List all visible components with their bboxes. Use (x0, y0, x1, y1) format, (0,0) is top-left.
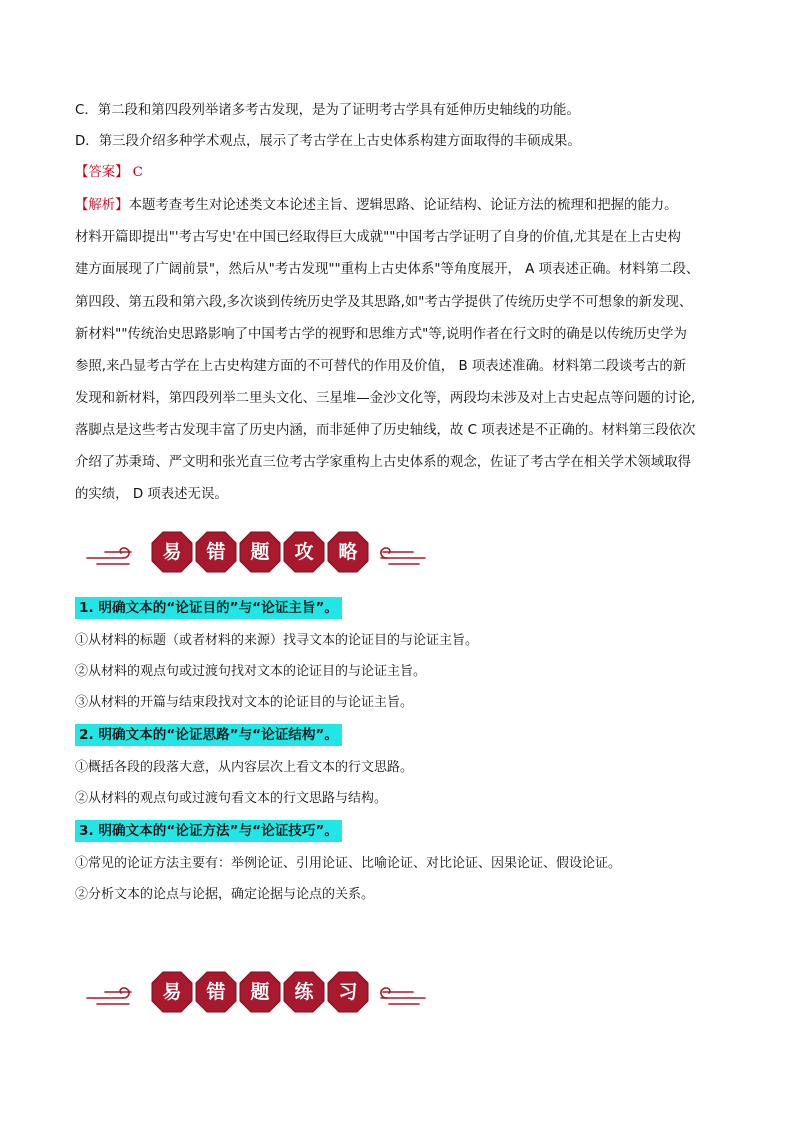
section-banner-mistake-strategy (85, 528, 430, 576)
analysis-line: 参照,来凸显考古学在上古史构建方面的不可替代的作用及价值， B 项表述准确。材料第二段谈考古的新 (75, 359, 687, 374)
answer-line (75, 163, 725, 183)
tip-heading: 1. 明确文本的“论证目的”与“论证主旨”。 (75, 597, 342, 619)
answer-value: C (132, 165, 143, 180)
tip-heading: 2. 明确文本的“论证思路”与“论证结构”。 (75, 724, 342, 746)
banner-char: 题 (250, 981, 270, 1003)
tip-item: ②分析文本的论点与论据，确定论据与论点的关系。 (75, 887, 375, 902)
analysis-intro: 本题考查考生对论述类文本论述主旨、逻辑思路、论证结构、论证方法的梳理和把握的能力。 (128, 198, 678, 213)
banner-tile (151, 971, 193, 1013)
banner-char: 攻 (294, 541, 314, 563)
banner-tile (195, 531, 237, 573)
analysis-line: 发现和新材料，第四段列举二里头文化、三星堆—金沙文化等，两段均未涉及对上古史起点等问题的讨论, (75, 391, 696, 406)
banner-tile (283, 971, 325, 1013)
banner-tile (283, 531, 325, 573)
banner-char: 易 (162, 981, 182, 1003)
answer-label: 【答案】 (75, 165, 129, 180)
tip-heading: 3. 明确文本的“论证方法”与“论证技巧”。 (75, 820, 342, 842)
banner-char: 习 (338, 981, 358, 1003)
tip-item: ②从材料的观点句或过渡句看文本的行文思路与结构。 (75, 791, 388, 806)
tip-item: ③从材料的开篇与结束段找对文本的论证目的与论证主旨。 (75, 695, 414, 710)
analysis-line: 建方面展现了广阔前景"，然后从"考古发现""重构上古史体系"等角度展开， A 项表述正确。材料第二段、 (75, 262, 700, 277)
banner-tile (195, 971, 237, 1013)
banner-char: 练 (294, 981, 314, 1003)
banner-char: 错 (206, 981, 226, 1003)
analysis-line: 新材料""传统治史思路影响了中国考古学的视野和思维方式"等,说明作者在行文时的确是以传统历史学为 (75, 327, 687, 342)
analysis-label: 【解析】 (75, 198, 129, 213)
tip-item: ①从材料的标题（或者材料的来源）找寻文本的论证目的与论证主旨。 (75, 633, 479, 648)
analysis-intro-line (75, 196, 725, 216)
analysis-line: 介绍了苏秉琦、严文明和张光直三位考古学家重构上古史体系的观念，佐证了考古学在相关学术领域取得 (75, 455, 691, 470)
tip-item: ②从材料的观点句或过渡句找对文本的论证目的与论证主旨。 (75, 664, 427, 679)
option-c: C．第二段和第四段列举诸多考古发现，是为了证明考古学具有延伸历史轴线的功能。 (75, 103, 580, 118)
analysis-line: 第四段、第五段和第六段,多次谈到传统历史学及其思路,如"考古学提供了传统历史学不可想象的新发现、 (75, 295, 693, 310)
banner-char: 题 (250, 541, 270, 563)
analysis-line: 的实绩， D 项表述无误。 (75, 487, 228, 502)
option-d: D．第三段介绍多种学术观点，展示了考古学在上古史体系构建方面取得的丰硕成果。 (75, 134, 581, 149)
banner-tile (327, 531, 369, 573)
banner-tile (239, 531, 281, 573)
banner-tile (327, 971, 369, 1013)
section-banner-mistake-practice (85, 968, 430, 1016)
banner-char: 错 (206, 541, 226, 563)
analysis-line: 材料开篇即提出"'考古写史'在中国已经取得巨大成就""中国考古学证明了自身的价值,尤其是在上古史构 (75, 230, 681, 245)
analysis-line: 落脚点是这些考古发现丰富了历史内涵，而非延伸了历史轴线，故 C 项表述是不正确的。材料第三段依次 (75, 423, 696, 438)
tip-item: ①常见的论证方法主要有：举例论证、引用论证、比喻论证、对比论证、因果论证、假设论证。 (75, 856, 622, 871)
banner-tile (239, 971, 281, 1013)
tip-item: ①概括各段的段落大意，从内容层次上看文本的行文思路。 (75, 760, 414, 775)
banner-char: 易 (162, 541, 182, 563)
banner-tile (151, 531, 193, 573)
banner-char: 略 (338, 541, 358, 563)
